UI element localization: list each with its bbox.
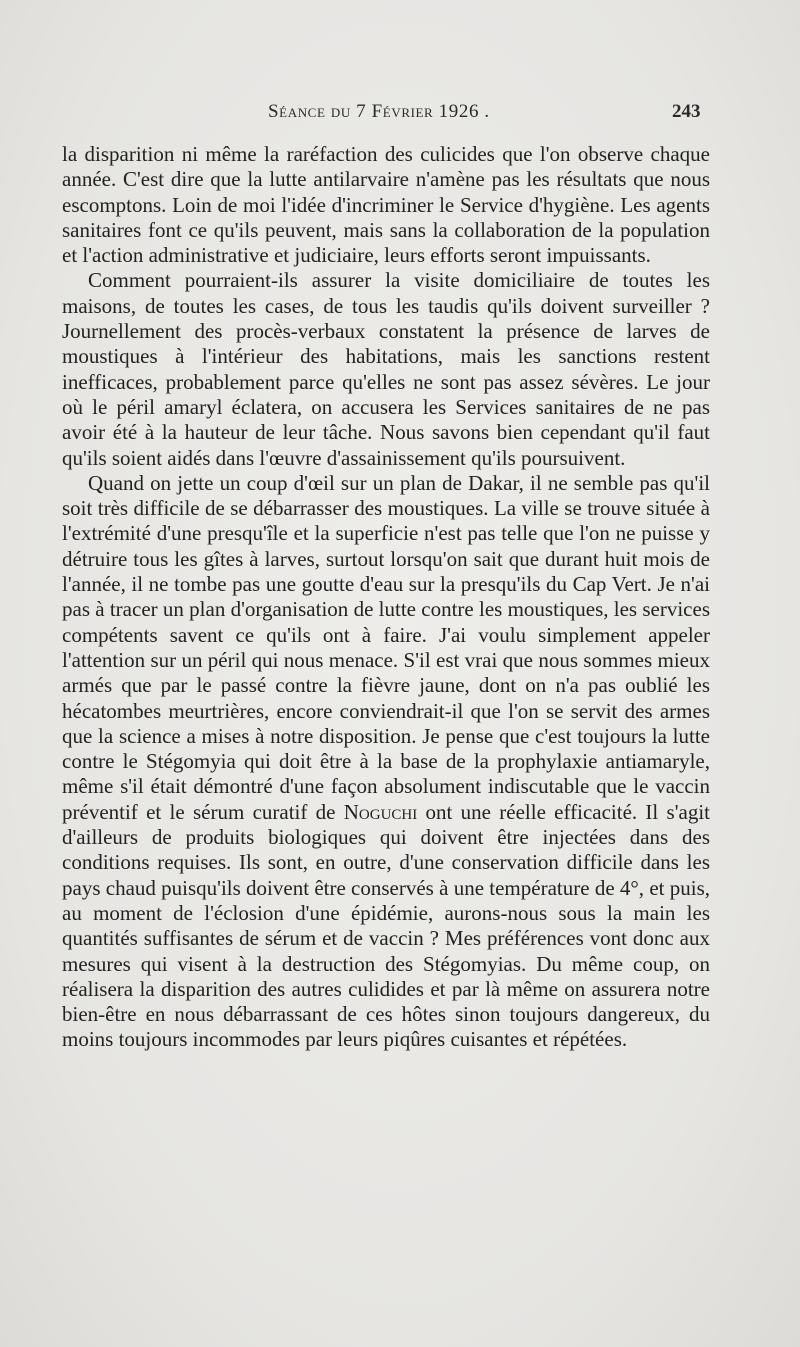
header-title: Séance du 7 Février 1926 . <box>268 101 490 122</box>
paragraph-1: la disparition ni même la raréfaction des culicides que l'on observe chaque année. C'est dire que la lutte antilarvaire n'amène pas les résultats que nous escomptons. Loin de moi l'idée d'incriminer le Service d'hygiène. Les agents sanitaires font ce qu'ils peuvent, mais sans la collaboration de la population et l'action administrative et judiciaire, leurs efforts seront impuissants. <box>62 142 710 268</box>
body-text <box>62 142 710 1053</box>
page-number: 243 <box>672 101 701 122</box>
paragraph-2: Comment pourraient-ils assurer la visite domiciliaire de toutes les maisons, de toutes les cases, de tous les taudis qu'ils doivent surveiller ? Journellement des procès-verbaux constatent la présence de larves de moustiques à l'intérieur des habitations, mais les sanctions restent inefficaces, probablement parce qu'elles ne sont pas assez sévères. Le jour où le péril amaryl éclatera, on accusera les Services sanitaires de ne pas avoir été à la hauteur de leur tâche. Nous savons bien cependant qu'il faut qu'ils soient aidés dans l'œuvre d'assainissement qu'ils poursuivent. <box>62 268 710 470</box>
paragraph-3-text-after: ont une réelle efficacité. Il s'agit d'ailleurs de produits biologiques qui doivent être injectées dans des conditions requises. Ils sont, en outre, d'une conservation difficile dans les pays chaud puisqu'ils doivent être conservés à une température de 4°, et puis, au moment de l'éclosion d'une épidémie, aurons-nous sous la main les quantités suffisantes de sérum et de vaccin ? Mes préférences vont donc aux mesures qui visent à la destruction des Stégomyias. Du même coup, on réalisera la disparition des autres culidides et par là même on assurera notre bien-être en nous débarrassant de ces hôtes sinon toujours dangereux, du moins toujours incommodes par leurs piqûres cuisantes et répétées. <box>62 799 710 1052</box>
running-header <box>0 98 800 128</box>
paragraph-3 <box>62 471 710 1053</box>
paragraph-3-text-before: Quand on jette un coup d'œil sur un plan de Dakar, il ne semble pas qu'il soit très difficile de se débarrasser des moustiques. La ville se trouve située à l'extrémité d'une presqu'île et la superficie n'est pas telle que l'on ne puisse y détruire tous les gîtes à larves, surtout lorsqu'on sait que durant huit mois de l'année, il ne tombe pas une goutte d'eau sur la presqu'ils du Cap Vert. Je n'ai pas à tracer un plan d'organisation de lutte contre les moustiques, les services compétents savent ce qu'ils ont à faire. J'ai voulu simplement appeler l'attention sur un péril qui nous menace. S'il est vrai que nous sommes mieux armés que par le passé contre la fièvre jaune, dont on n'a pas oublié les hécatombes meurtrières, encore conviendrait-il que l'on se servit des armes que la science a mises à notre disposition. Je pense que c'est toujours la lutte contre le Stégomyia qui doit être à la base de la prophylaxie antiamaryle, même s'il était démontré d'une façon absolument indiscutable que le vaccin préventif et le sérum curatif de <box>62 470 710 824</box>
author-name: Noguchi <box>343 799 418 824</box>
